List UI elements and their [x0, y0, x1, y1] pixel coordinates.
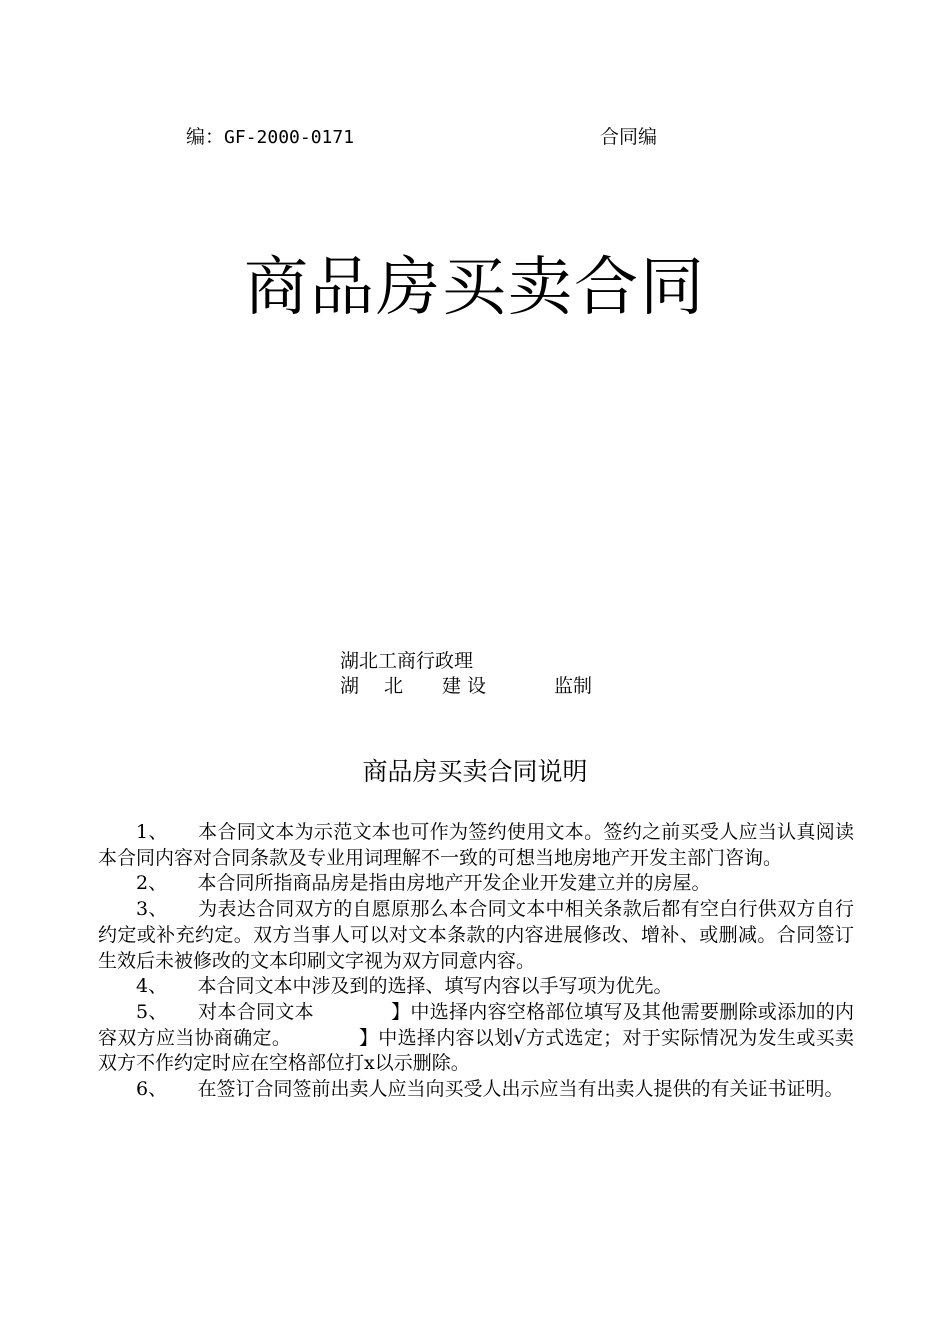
document-title: 商品房买卖合同 — [244, 251, 706, 325]
explanation-item — [98, 1000, 854, 1077]
item-number: 4、 — [136, 975, 168, 998]
authority-part: 湖 — [340, 675, 360, 697]
explanation-item — [98, 820, 854, 871]
authority-part: 建设 — [442, 675, 493, 697]
item-number: 6、 — [136, 1078, 168, 1101]
explanation-body — [98, 820, 854, 1103]
item-number: 5、 — [136, 1000, 168, 1023]
explanation-item — [98, 871, 854, 897]
item-number: 1、 — [136, 821, 168, 843]
item-text: 本合同文本中涉及到的选择、填写内容以手写项为优先。 — [197, 975, 673, 998]
item-number: 3、 — [136, 898, 168, 921]
explanation-item — [98, 974, 854, 1000]
explanation-item — [98, 897, 854, 974]
explanation-item — [98, 1077, 854, 1103]
document-code — [186, 124, 354, 151]
issuing-authority-line-2 — [340, 673, 592, 699]
item-number: 2、 — [136, 872, 168, 895]
issuing-authority-line-1: 湖北工商行政理 — [340, 650, 474, 672]
explanation-title: 商品房买卖合同说明 — [362, 757, 588, 786]
item-text: 本合同文本为示范文本也可作为签约使用文本。签约之前买受人应当认真阅读本合同内容对合同条款及专业用词理解不一致的可想当地房地产开发主部门咨询。 — [98, 821, 854, 869]
item-text: 本合同所指商品房是指由房地产开发企业开发建立并的房屋。 — [197, 872, 711, 895]
item-text: 在签订合同签前出卖人应当向买受人出示应当有出卖人提供的有关证书证明。 — [197, 1078, 844, 1101]
contract-number-label: 合同编 — [600, 126, 658, 148]
item-text: 对本合同文本 】中选择内容空格部位填写及其他需要删除或添加的内容双方应当协商确定。 】中选择内容以划√方式选定；对于实际情况为发生或买卖双方不作约定时应在空格部位打x以示删除。 — [98, 1000, 854, 1075]
authority-part: 北 — [384, 675, 404, 697]
authority-part: 监制 — [554, 675, 593, 697]
item-text: 为表达合同双方的自愿原那么本合同文本中相关条款后都有空白行供双方自行约定或补充约定。双方当事人可以对文本条款的内容进展修改、增补、或删减。合同签订生效后未被修改的文本印刷文字视为双方同意内容。 — [98, 898, 854, 972]
document-code-prefix: 编： — [186, 126, 225, 148]
document-code-value: GF-2000-0171 — [224, 127, 355, 148]
